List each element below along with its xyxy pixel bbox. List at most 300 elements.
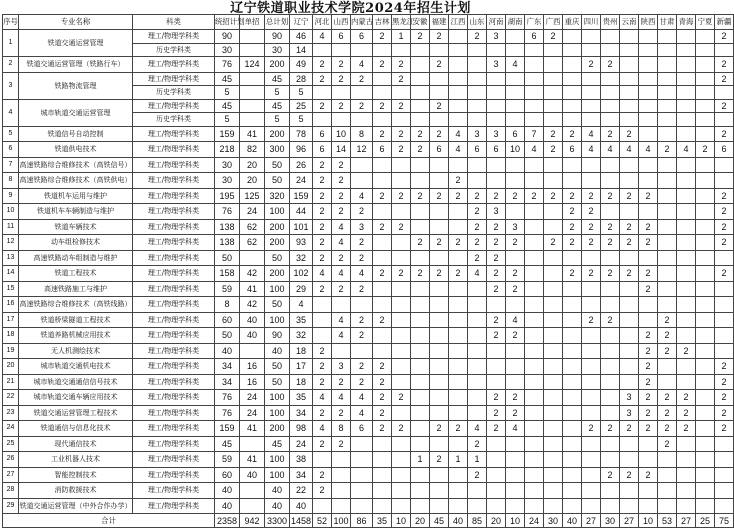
subject-category: 历史学科类 [133, 113, 215, 127]
plan-count-cell [696, 235, 715, 251]
plan-count-cell [468, 359, 487, 375]
plan-count-cell [525, 452, 544, 468]
column-header: 福建 [430, 15, 449, 30]
plan-count-cell [411, 498, 430, 514]
plan-count-cell [601, 374, 620, 390]
plan-count-cell: 2 [332, 57, 351, 73]
plan-count-cell [525, 374, 544, 390]
plan-count-cell: 2 [658, 390, 677, 406]
plan-count-cell: 14 [332, 142, 351, 158]
plan-count-cell [582, 99, 601, 113]
plan-count-cell [525, 281, 544, 297]
plan-count-cell [430, 157, 449, 173]
plan-count-cell: 100 [265, 281, 290, 297]
plan-count-cell [677, 297, 696, 313]
column-header: 重庆 [563, 15, 582, 30]
plan-count-cell [313, 113, 332, 127]
plan-count-cell [392, 498, 411, 514]
plan-count-cell: 2 [411, 235, 430, 251]
plan-count-cell [601, 436, 620, 452]
plan-count-cell: 4 [468, 421, 487, 437]
plan-count-cell [677, 219, 696, 235]
column-header: 青海 [677, 15, 696, 30]
plan-count-cell: 2 [677, 405, 696, 421]
plan-count-cell [620, 281, 639, 297]
plan-count-cell: 2 [563, 188, 582, 204]
plan-count-cell: 60 [215, 467, 240, 483]
plan-count-cell [411, 57, 430, 73]
table-row [3, 312, 734, 328]
plan-count-cell [506, 113, 525, 127]
plan-count-cell [430, 113, 449, 127]
plan-count-cell [506, 86, 525, 100]
plan-count-cell [601, 113, 620, 127]
plan-count-cell [696, 312, 715, 328]
plan-count-cell [677, 57, 696, 73]
plan-count-cell: 4 [506, 57, 525, 73]
column-header: 云南 [620, 15, 639, 30]
subject-category: 理工/物理学科类 [133, 359, 215, 375]
plan-count-cell [525, 173, 544, 189]
plan-count-cell [411, 483, 430, 499]
plan-count-cell [544, 204, 563, 220]
plan-count-cell: 93 [290, 235, 313, 251]
plan-count-cell: 2 [313, 204, 332, 220]
plan-count-cell: 2 [715, 72, 734, 86]
plan-count-cell [601, 452, 620, 468]
plan-count-cell [487, 467, 506, 483]
plan-count-cell [620, 173, 639, 189]
plan-count-cell: 2 [332, 374, 351, 390]
row-index: 10 [3, 204, 19, 220]
plan-count-cell: 2 [715, 219, 734, 235]
plan-count-cell [373, 483, 392, 499]
plan-count-cell [639, 126, 658, 142]
plan-count-cell: 2 [639, 390, 658, 406]
plan-count-cell [468, 173, 487, 189]
plan-count-cell: 200 [265, 235, 290, 251]
plan-count-cell: 2 [313, 343, 332, 359]
plan-count-cell: 2 [313, 374, 332, 390]
plan-count-cell [525, 72, 544, 86]
plan-count-cell: 2 [620, 126, 639, 142]
plan-count-cell: 40 [240, 312, 265, 328]
plan-count-cell: 200 [265, 219, 290, 235]
plan-count-cell [506, 99, 525, 113]
plan-count-cell [487, 86, 506, 100]
plan-count-cell: 2 [468, 436, 487, 452]
row-index: 29 [3, 498, 19, 514]
table-row [3, 204, 734, 220]
table-row [3, 359, 734, 375]
plan-count-cell [468, 390, 487, 406]
plan-count-cell: 35 [290, 390, 313, 406]
plan-count-cell: 45 [265, 99, 290, 113]
plan-count-cell: 41 [240, 126, 265, 142]
plan-count-cell: 38 [290, 452, 313, 468]
plan-count-cell: 40 [215, 483, 240, 499]
plan-count-cell [563, 72, 582, 86]
plan-count-cell [240, 436, 265, 452]
total-count-cell: 27 [620, 514, 639, 528]
plan-count-cell [351, 113, 373, 127]
plan-count-cell: 30 [215, 43, 240, 57]
plan-count-cell: 100 [265, 312, 290, 328]
plan-count-cell: 2 [373, 57, 392, 73]
plan-count-cell: 4 [351, 57, 373, 73]
plan-count-cell [677, 467, 696, 483]
row-index: 9 [3, 188, 19, 204]
table-row [3, 343, 734, 359]
plan-count-cell [582, 30, 601, 44]
subject-category: 理工/物理学科类 [133, 483, 215, 499]
column-header: 甘肃 [658, 15, 677, 30]
plan-count-cell [601, 204, 620, 220]
plan-count-cell [563, 281, 582, 297]
plan-count-cell [601, 343, 620, 359]
total-count-cell: 30 [601, 514, 620, 528]
subject-category: 理工/物理学科类 [133, 297, 215, 313]
plan-count-cell: 2 [392, 266, 411, 282]
plan-count-cell: 2 [392, 57, 411, 73]
plan-count-cell: 2 [601, 188, 620, 204]
plan-count-cell [658, 86, 677, 100]
plan-count-cell: 3 [506, 219, 525, 235]
column-header: 统招计划 [215, 15, 240, 30]
plan-count-cell [430, 281, 449, 297]
plan-count-cell [430, 328, 449, 344]
plan-count-cell: 100 [265, 405, 290, 421]
plan-count-cell [639, 483, 658, 499]
plan-count-cell: 4 [351, 390, 373, 406]
row-index: 24 [3, 421, 19, 437]
plan-count-cell: 2 [715, 204, 734, 220]
total-row [3, 514, 734, 528]
plan-count-cell [544, 99, 563, 113]
table-row [3, 126, 734, 142]
row-index: 8 [3, 173, 19, 189]
plan-count-cell: 2 [506, 266, 525, 282]
plan-count-cell: 2 [658, 436, 677, 452]
plan-count-cell: 2 [639, 467, 658, 483]
plan-count-cell: 2 [620, 421, 639, 437]
plan-count-cell: 45 [265, 436, 290, 452]
plan-count-cell [715, 173, 734, 189]
plan-count-cell [351, 43, 373, 57]
plan-count-cell: 320 [265, 188, 290, 204]
plan-count-cell: 2 [392, 188, 411, 204]
plan-count-cell [639, 498, 658, 514]
plan-count-cell [468, 43, 487, 57]
plan-count-cell [411, 328, 430, 344]
plan-count-cell [392, 483, 411, 499]
plan-count-cell: 40 [215, 498, 240, 514]
table-row [3, 452, 734, 468]
plan-count-cell [449, 374, 468, 390]
plan-count-cell [582, 173, 601, 189]
subject-category: 理工/物理学科类 [133, 99, 215, 113]
plan-count-cell [430, 297, 449, 313]
row-index: 11 [3, 219, 19, 235]
plan-count-cell: 6 [525, 30, 544, 44]
plan-count-cell [582, 343, 601, 359]
plan-count-cell: 4 [677, 142, 696, 158]
table-row [3, 498, 734, 514]
plan-count-cell [449, 113, 468, 127]
plan-count-cell: 125 [240, 188, 265, 204]
plan-count-cell [601, 483, 620, 499]
plan-count-cell: 5 [265, 113, 290, 127]
plan-count-cell [658, 157, 677, 173]
plan-count-cell: 5 [290, 86, 313, 100]
plan-count-cell: 45 [215, 436, 240, 452]
plan-count-cell: 12 [351, 142, 373, 158]
plan-count-cell: 2 [332, 99, 351, 113]
plan-count-cell: 2 [313, 72, 332, 86]
plan-count-cell: 2 [639, 219, 658, 235]
plan-count-cell: 10 [332, 126, 351, 142]
plan-count-cell [544, 113, 563, 127]
plan-count-cell: 2 [582, 266, 601, 282]
plan-count-cell: 8 [215, 297, 240, 313]
total-count-cell: 35 [373, 514, 392, 528]
plan-count-cell [411, 436, 430, 452]
plan-count-cell [373, 113, 392, 127]
subject-category: 理工/物理学科类 [133, 250, 215, 266]
plan-count-cell [696, 157, 715, 173]
plan-count-cell: 2 [544, 188, 563, 204]
column-header: 广西 [544, 15, 563, 30]
plan-count-cell: 20 [240, 157, 265, 173]
plan-count-cell: 2 [332, 188, 351, 204]
plan-count-cell [563, 405, 582, 421]
subject-category: 理工/物理学科类 [133, 498, 215, 514]
plan-count-cell: 4 [351, 266, 373, 282]
plan-count-cell: 4 [313, 421, 332, 437]
total-count-cell: 100 [333, 515, 349, 526]
plan-count-cell: 2 [313, 405, 332, 421]
plan-count-cell [715, 86, 734, 100]
plan-count-cell: 1 [449, 452, 468, 468]
major-name: 现代通信技术 [19, 436, 133, 452]
plan-count-cell: 90 [265, 328, 290, 344]
plan-count-cell [544, 86, 563, 100]
plan-count-cell [696, 405, 715, 421]
plan-count-cell: 62 [240, 235, 265, 251]
plan-count-cell: 50 [265, 157, 290, 173]
plan-count-cell: 4 [351, 405, 373, 421]
column-header: 新疆 [715, 15, 734, 30]
plan-count-cell [468, 498, 487, 514]
plan-count-cell: 158 [215, 266, 240, 282]
plan-count-cell [468, 405, 487, 421]
plan-count-cell [487, 99, 506, 113]
plan-count-cell: 2 [544, 30, 563, 44]
plan-count-cell: 16 [240, 359, 265, 375]
plan-count-cell [468, 312, 487, 328]
plan-count-cell [582, 250, 601, 266]
plan-count-cell [582, 43, 601, 57]
plan-count-cell: 40 [265, 498, 290, 514]
plan-count-cell: 2 [487, 219, 506, 235]
plan-count-cell: 2 [715, 266, 734, 282]
plan-count-cell [715, 113, 734, 127]
plan-count-cell [677, 126, 696, 142]
plan-count-cell [696, 219, 715, 235]
plan-count-cell [411, 113, 430, 127]
plan-count-cell [506, 467, 525, 483]
plan-count-cell [715, 483, 734, 499]
plan-count-cell: 4 [332, 266, 351, 282]
plan-count-cell [506, 204, 525, 220]
plan-count-cell [639, 452, 658, 468]
plan-count-cell [332, 343, 351, 359]
row-index: 27 [3, 467, 19, 483]
plan-count-cell: 34 [290, 467, 313, 483]
plan-count-cell: 30 [215, 173, 240, 189]
row-index: 4 [3, 99, 19, 126]
plan-count-cell [449, 359, 468, 375]
plan-count-cell [351, 297, 373, 313]
plan-count-cell: 4 [582, 142, 601, 158]
plan-count-cell: 2 [639, 359, 658, 375]
plan-count-cell: 45 [215, 72, 240, 86]
plan-count-cell [601, 359, 620, 375]
plan-count-cell [658, 99, 677, 113]
row-index: 3 [3, 72, 19, 99]
plan-count-cell [430, 204, 449, 220]
plan-count-cell: 2 [582, 57, 601, 73]
major-name: 工业机器人技术 [19, 452, 133, 468]
plan-count-cell [563, 390, 582, 406]
plan-count-cell: 138 [215, 235, 240, 251]
column-header: 江西 [449, 15, 468, 30]
table-row [3, 467, 734, 483]
plan-count-cell: 6 [351, 30, 373, 44]
plan-count-cell: 2 [313, 235, 332, 251]
plan-count-cell [677, 72, 696, 86]
plan-count-cell [582, 498, 601, 514]
plan-count-cell [620, 157, 639, 173]
plan-count-cell [620, 204, 639, 220]
plan-count-cell: 2 [487, 390, 506, 406]
table-header-row [3, 15, 734, 30]
plan-count-cell: 76 [215, 204, 240, 220]
plan-count-cell: 2 [449, 235, 468, 251]
plan-count-cell: 2 [411, 30, 430, 44]
plan-count-cell [620, 57, 639, 73]
plan-count-cell [525, 421, 544, 437]
plan-count-cell [658, 483, 677, 499]
plan-count-cell [392, 343, 411, 359]
plan-count-cell [639, 173, 658, 189]
plan-count-cell [468, 483, 487, 499]
table-row [3, 142, 734, 158]
plan-count-cell [487, 498, 506, 514]
subject-category: 理工/物理学科类 [133, 57, 215, 73]
plan-count-cell [392, 359, 411, 375]
plan-count-cell [411, 43, 430, 57]
total-count-cell: 3300 [265, 514, 290, 528]
plan-count-cell [544, 405, 563, 421]
plan-count-cell [715, 250, 734, 266]
plan-count-cell: 2 [351, 374, 373, 390]
total-count-cell: 45 [430, 514, 449, 528]
plan-count-cell: 3 [332, 359, 351, 375]
plan-count-cell [411, 86, 430, 100]
plan-count-cell [544, 436, 563, 452]
plan-count-cell: 3 [351, 219, 373, 235]
plan-count-cell: 2 [449, 421, 468, 437]
subject-category: 理工/物理学科类 [133, 436, 215, 452]
plan-count-cell [392, 235, 411, 251]
row-index: 18 [3, 328, 19, 344]
plan-count-cell [468, 113, 487, 127]
plan-count-cell: 76 [215, 57, 240, 73]
plan-count-cell [525, 436, 544, 452]
plan-count-cell: 2 [658, 142, 677, 158]
plan-count-cell: 2 [715, 188, 734, 204]
plan-count-cell [601, 250, 620, 266]
table-row [3, 250, 734, 266]
plan-count-cell [487, 297, 506, 313]
plan-count-cell [601, 390, 620, 406]
plan-count-cell: 2 [373, 188, 392, 204]
plan-count-cell [620, 72, 639, 86]
plan-count-cell: 50 [265, 359, 290, 375]
plan-count-cell: 30 [215, 157, 240, 173]
plan-count-cell [563, 250, 582, 266]
plan-count-cell: 6 [487, 142, 506, 158]
plan-count-cell [392, 281, 411, 297]
plan-count-cell [563, 312, 582, 328]
total-count-cell: 85 [468, 514, 487, 528]
plan-count-cell [544, 281, 563, 297]
plan-count-cell [601, 157, 620, 173]
plan-count-cell: 4 [525, 142, 544, 158]
table-row [3, 421, 734, 437]
plan-count-cell: 2 [658, 405, 677, 421]
plan-count-cell [696, 436, 715, 452]
plan-count-cell: 6 [313, 142, 332, 158]
plan-count-cell: 41 [240, 281, 265, 297]
plan-count-cell: 5 [215, 86, 240, 100]
plan-count-cell [696, 266, 715, 282]
plan-count-cell [544, 467, 563, 483]
total-count-cell: 20 [411, 514, 430, 528]
plan-count-cell: 96 [290, 142, 313, 158]
plan-count-cell [332, 498, 351, 514]
plan-count-cell [639, 204, 658, 220]
plan-count-cell [677, 99, 696, 113]
plan-count-cell [658, 204, 677, 220]
subject-category: 理工/物理学科类 [133, 266, 215, 282]
plan-count-cell: 2 [563, 266, 582, 282]
plan-count-cell [677, 86, 696, 100]
row-index: 22 [3, 390, 19, 406]
plan-count-cell [658, 43, 677, 57]
total-count-cell: 25 [696, 514, 715, 528]
plan-count-cell: 2 [601, 235, 620, 251]
plan-count-cell: 28 [290, 72, 313, 86]
plan-count-cell [449, 43, 468, 57]
plan-count-cell: 2 [392, 72, 411, 86]
subject-category: 理工/物理学科类 [133, 390, 215, 406]
plan-count-cell [392, 312, 411, 328]
plan-count-cell: 4 [332, 328, 351, 344]
plan-count-cell [601, 498, 620, 514]
plan-count-cell [620, 312, 639, 328]
